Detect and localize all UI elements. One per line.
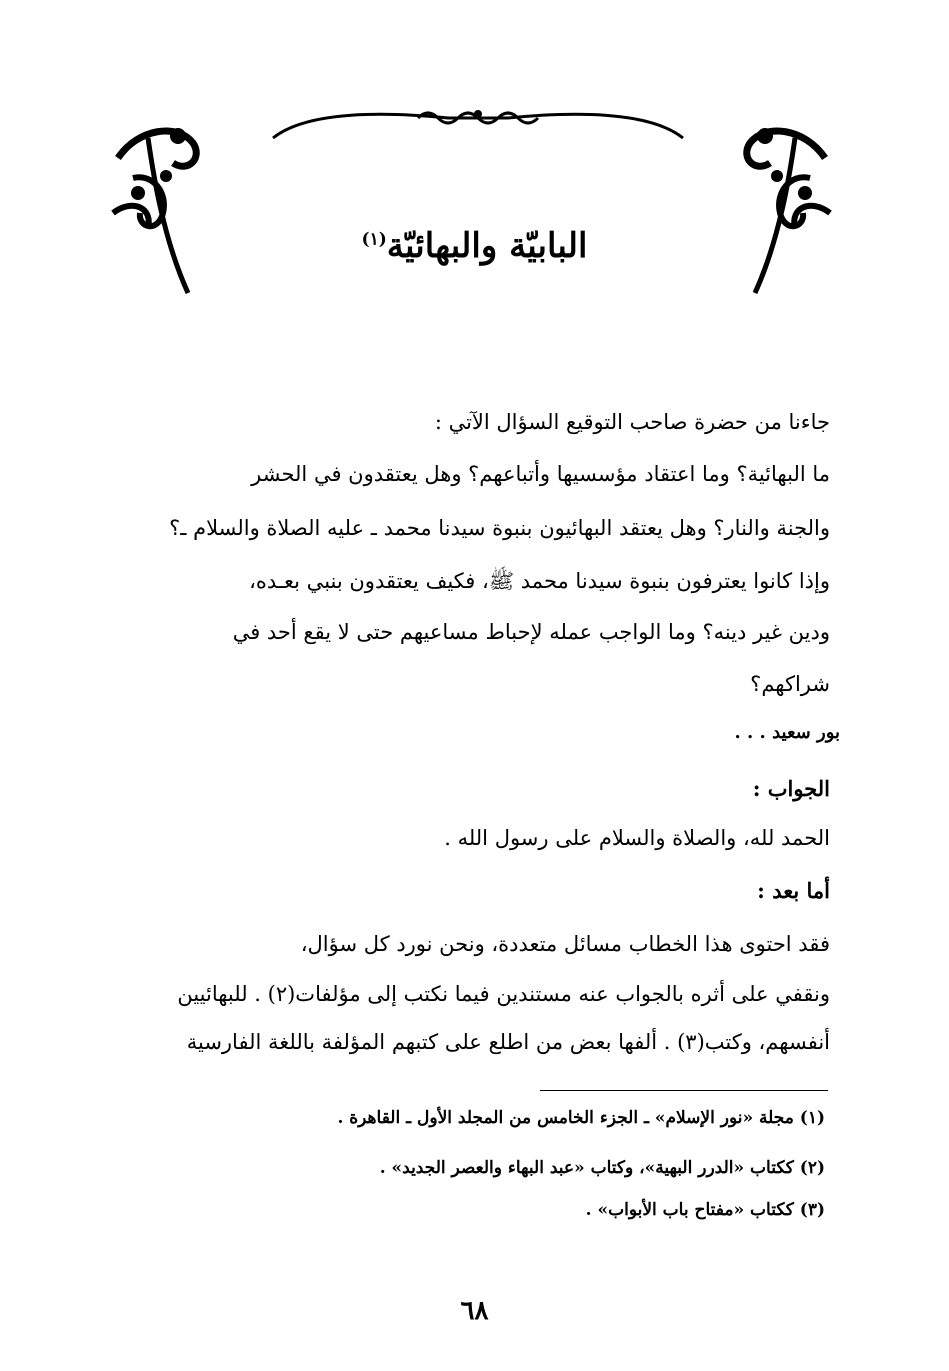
amma-baad-label: أما بعد : — [757, 878, 830, 903]
answer-line: أنفسهم، وكتب(٣) . ألفها بعض من اطلع على كتبهم المؤلفة باللغة الفارسية — [186, 1030, 830, 1054]
answer-line: ونقفي على أثره بالجواب عنه مستندين فيما نكتب إلى مؤلفات(٢) . للبهائيين — [177, 982, 830, 1006]
title-text: البابيّة والبهائيّة — [386, 226, 588, 266]
praise-line: الحمد لله، والصلاة والسلام على رسول الله . — [444, 826, 830, 850]
question-line: ما البهائية؟ وما اعتقاد مؤسسيها وأتباعهم؟ وهل يعتقدون في الحشر — [251, 462, 830, 486]
page-number: ٦٨ — [460, 1296, 489, 1326]
corner-ornament-right-icon — [725, 118, 835, 298]
question-intro: جاءنا من حضرة صاحب التوقيع السؤال الآتي : — [434, 410, 830, 434]
question-line: والجنة والنار؟ وهل يعتقد البهائيون بنبوة سيدنا محمد ـ عليه الصلاة والسلام ـ؟ — [169, 516, 830, 540]
question-line: شراكهم؟ — [750, 672, 830, 696]
page-title — [0, 226, 949, 266]
footnote: (٣) ككتاب «مفتاح باب الأبواب» . — [585, 1200, 825, 1220]
answer-label: الجواب : — [752, 776, 830, 801]
corner-ornament-left-icon — [108, 118, 218, 298]
footnote: (٢) ككتاب «الدرر البهية»، وكتاب «عبد البهاء والعصر الجديد» . — [379, 1158, 825, 1178]
footnote-divider — [540, 1090, 828, 1091]
question-line: ودين غير دينه؟ وما الواجب عمله لإحباط مساعيهم حتى لا يقع أحد في — [232, 620, 830, 644]
answer-line: فقد احتوى هذا الخطاب مسائل متعددة، ونحن نورد كل سؤال، — [300, 932, 830, 956]
title-footnote-marker: (١) — [361, 229, 387, 250]
signature: بور سعيد . . . — [734, 722, 840, 743]
header-ornament-icon — [268, 100, 688, 140]
footnote: (١) مجلة «نور الإسلام» ـ الجزء الخامس من المجلد الأول ـ القاهرة . — [337, 1108, 825, 1128]
question-line: وإذا كانوا يعترفون بنبوة سيدنا محمد ﷺ، فكيف يعتقدون بنبي بعـده، — [249, 569, 830, 593]
